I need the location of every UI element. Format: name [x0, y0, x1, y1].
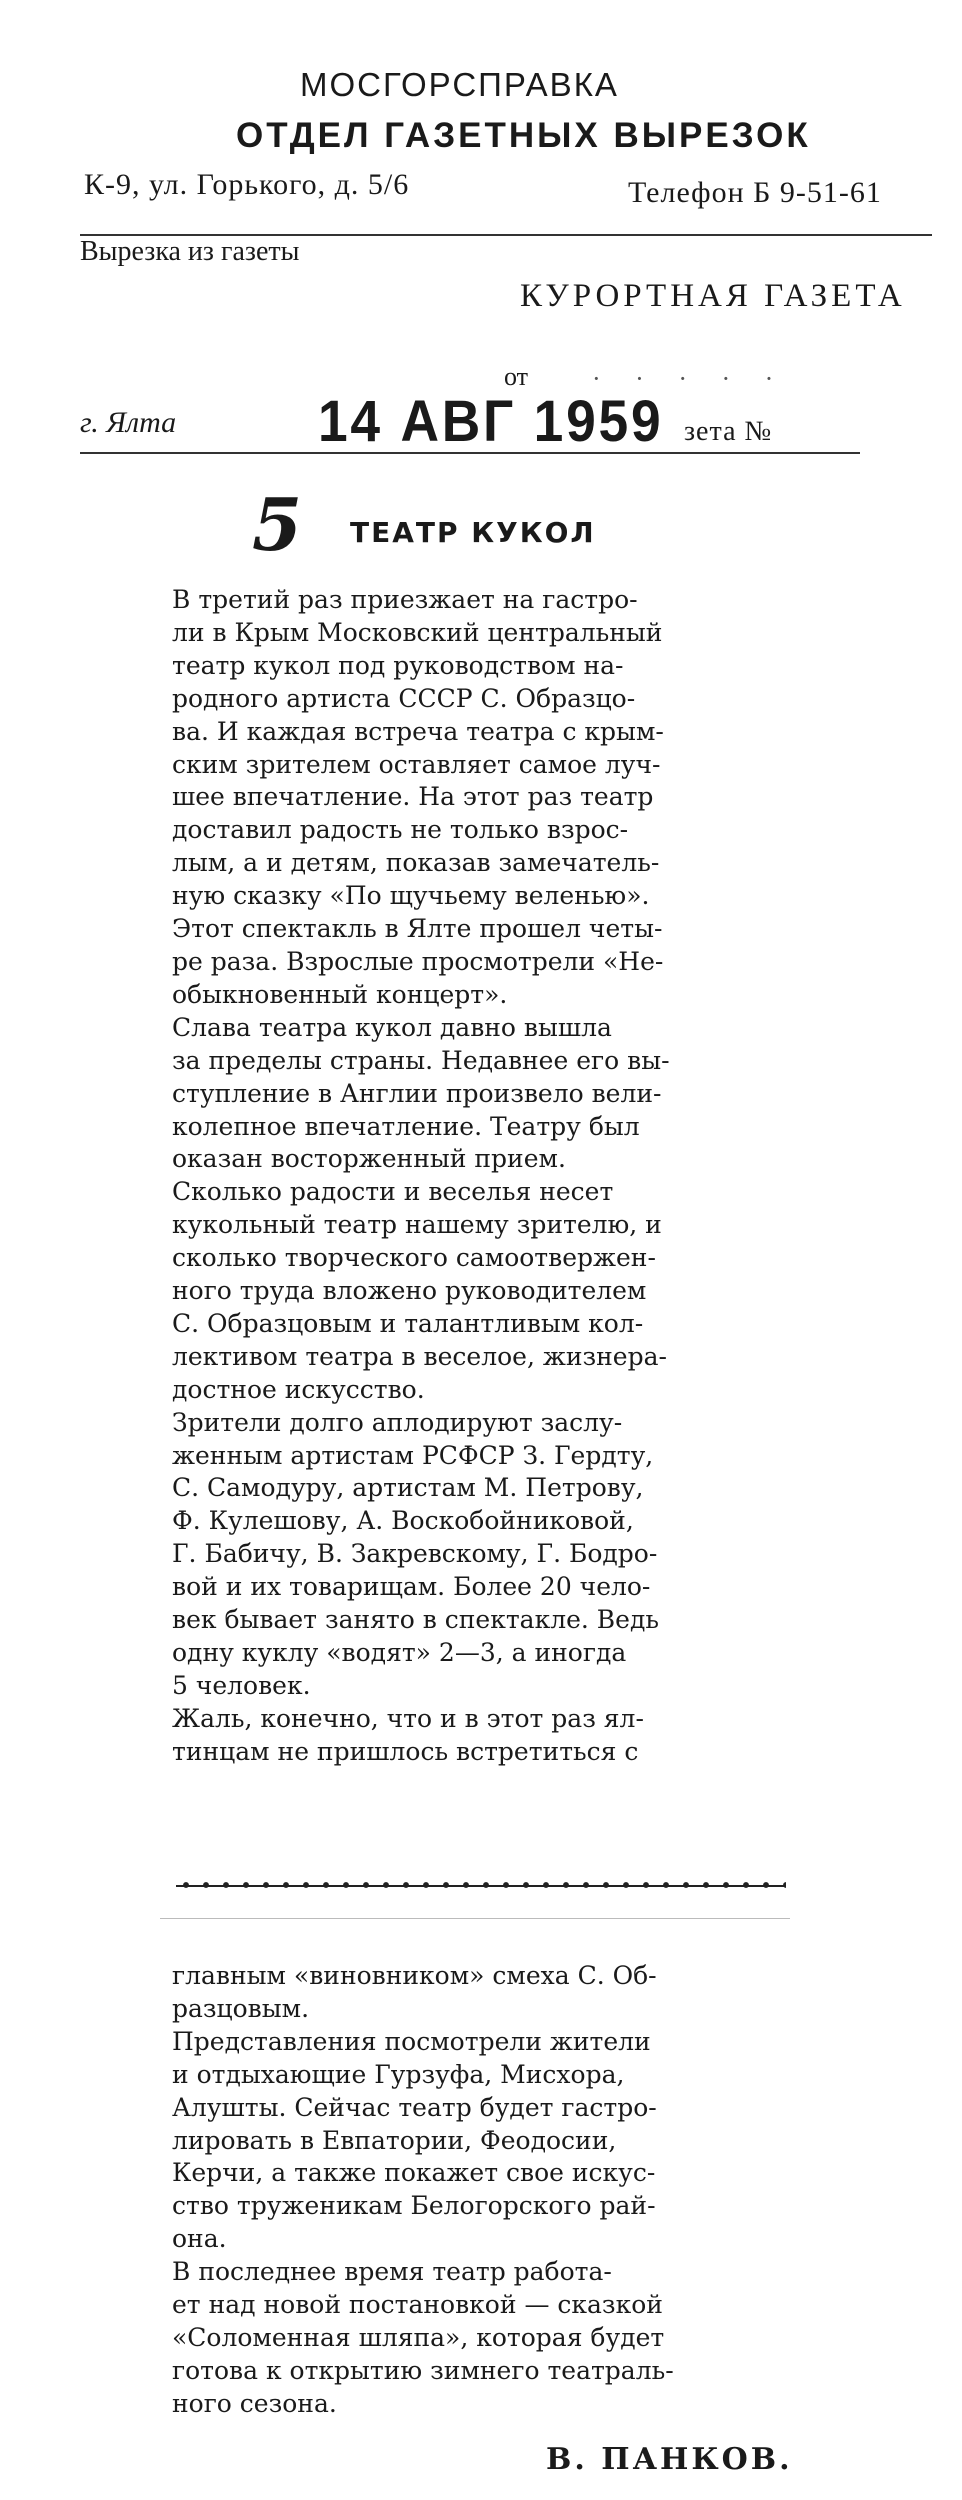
clipping-label: Вырезка из газеты: [80, 236, 300, 267]
agency-name: МОСГОРСПРАВКА: [300, 66, 619, 103]
article-paragraph: В третий раз приезжает на гастро- ли в Крым Московский центральный театр кукол под руководством на- родного артиста СССР С. Образцо- ва. И каждая встреча театра с крым- ским зрителем оставляет самое луч- шее впечатление. На этот раз театр доставил радость не только взрос- лым, а и детям, показав замечатель- ную сказку «По щучьему веленью». Этот спектакль в Ялте прошел четы- ре раза. Взрослые просмотрели «Не- обыкновенный концерт».: [172, 585, 664, 1009]
date-dotted-leader: · · · · ·: [592, 364, 788, 393]
department-name: ОТДЕЛ ГАЗЕТНЫХ ВЫРЕЗОК: [236, 116, 811, 155]
agency-phone: Телефон Б 9-51-61: [628, 176, 882, 209]
article-paragraph: Зрители долго аплодируют заслу- женным артистам РСФСР З. Гердту, С. Самодуру, артистам М. Петрову, Ф. Кулешову, А. Воскобойниковой, Г. Бабичу, В. Закревскому, Г. Бодро- вой и их товарищам. Более 20 чело- век бывает занято в спектакле. Ведь одну куклу «водят» 2—3, а иногда 5 человек.: [172, 1407, 659, 1700]
article-paragraph: Слава театра кукол давно вышла за пределы страны. Недавнее его вы- ступление в Англии произвело вели- колепное впечатление. Театру был оказан восторженный прием.: [172, 1012, 670, 1174]
article-paragraph: Сколько радости и веселья несет кукольный театр нашему зрителю, и сколько творческого самоотвержен- ного труда вложено руководителем С. Образцовым и талантливым кол- лективом театра в веселое, жизнера- достное искусство.: [172, 1177, 667, 1404]
article-paragraph: В последнее время театр работа- ет над новой постановкой — сказкой «Соломенная шляпа», которая будет готова к открытию зимнего театраль- ного сезона.: [172, 2257, 674, 2418]
date-stamp: 14 АВГ 1959: [318, 389, 664, 454]
article-column-top: [172, 584, 792, 1769]
agency-address: К-9, ул. Горького, д. 5/6: [84, 168, 410, 201]
article-paragraph: главным «виновником» смеха С. Об- разцовым.: [172, 1961, 657, 2023]
column-separator-line: [176, 1885, 786, 1887]
article-paragraph: Представления посмотрели жители и отдыхающие Гурзуфа, Мисхора, Алушты. Сейчас театр будет гастро- лировать в Евпатории, Феодосии, Керчи, а также покажет свое искус- ство труженикам Белогорского рай- она.: [172, 2026, 657, 2254]
clipping-edge-line: [160, 1918, 790, 1919]
article-title: ТЕАТР КУКОЛ: [350, 516, 596, 549]
author-signature: В. ПАНКОВ.: [546, 2442, 793, 2477]
from-label: от: [504, 362, 529, 391]
handwritten-mark: 5: [252, 482, 303, 567]
article-paragraph: Жаль, конечно, что и в этот раз ял- тинцам не пришлось встретиться с: [172, 1703, 644, 1766]
issue-label: зета №: [684, 416, 773, 447]
newspaper-name: КУРОРТНАЯ ГАЗЕТА: [520, 278, 906, 314]
city-label: г. Ялта: [80, 406, 177, 439]
article-column-bottom: [172, 1960, 792, 2421]
stamp-bottom-divider: [80, 452, 860, 454]
